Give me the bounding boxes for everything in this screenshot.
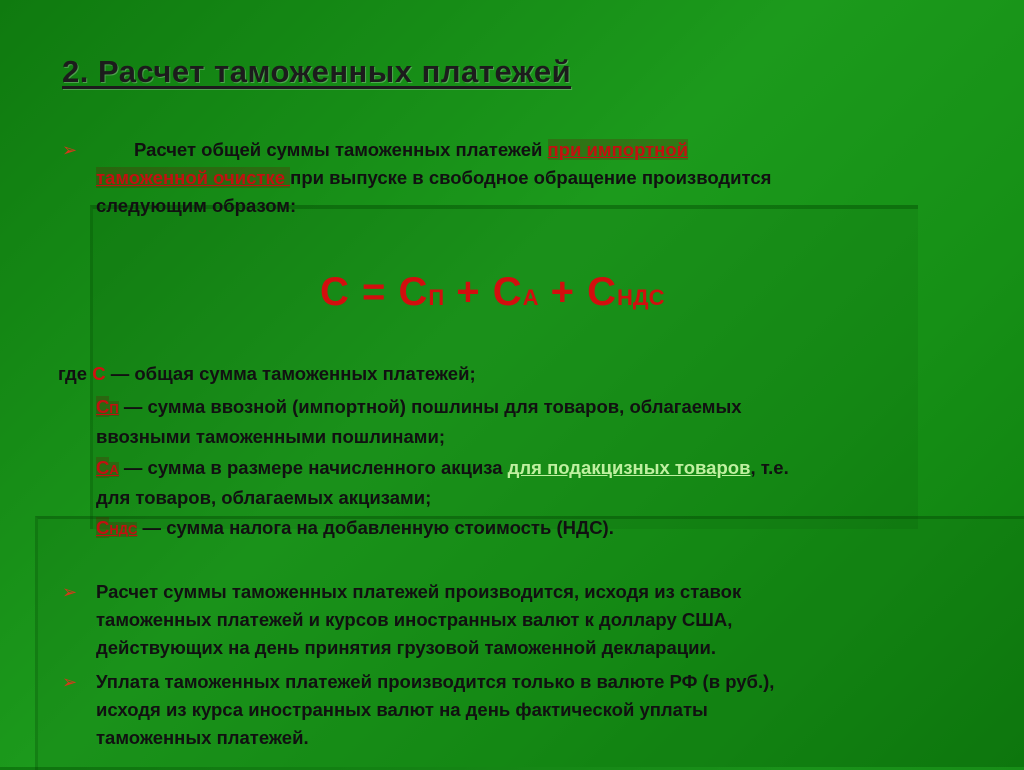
- bullet-arrow-icon: ➢: [62, 582, 78, 602]
- slide-title: 2. Расчет таможенных платежей: [62, 54, 572, 89]
- legend-cp: СП — сумма ввозной (импортной) пошлины для товаров, облагаемых ввозными таможенными пошлинами;: [96, 396, 742, 447]
- rates-paragraph: Расчет суммы таможенных платежей производится, исходя из ставок таможенных платежей и курсов иностранных валют к доллару США, действующих на день принятия грузовой таможенной декларации.: [96, 581, 742, 658]
- bullet-arrow-icon: ➢: [62, 140, 78, 160]
- legend-c: где С — общая сумма таможенных платежей;: [58, 363, 476, 384]
- highlight-customs-clearance: таможенной очистке: [96, 167, 291, 188]
- highlight-import-clearance: при импортной: [547, 139, 689, 160]
- bullet-arrow-icon: ➢: [62, 672, 78, 692]
- payment-currency-paragraph: Уплата таможенных платежей производится только в валюте РФ (в руб.), исходя из курса иностранных валют на день фактической уплаты таможенных платежей.: [96, 671, 775, 748]
- link-excisable-goods[interactable]: для подакцизных товаров: [507, 457, 751, 478]
- payment-formula: С = СП + СА + СНДС: [320, 270, 665, 314]
- intro-paragraph: Расчет общей суммы таможенных платежей при импортной таможенной очистке при выпуске в свободное обращение производится следующим образом:: [96, 139, 772, 216]
- legend-ca: СА — сумма в размере начисленного акциза для подакцизных товаров, т.е. для товаров, облагаемых акцизами;: [96, 457, 789, 508]
- legend-cnds: СНДС — сумма налога на добавленную стоимость (НДС).: [96, 517, 614, 538]
